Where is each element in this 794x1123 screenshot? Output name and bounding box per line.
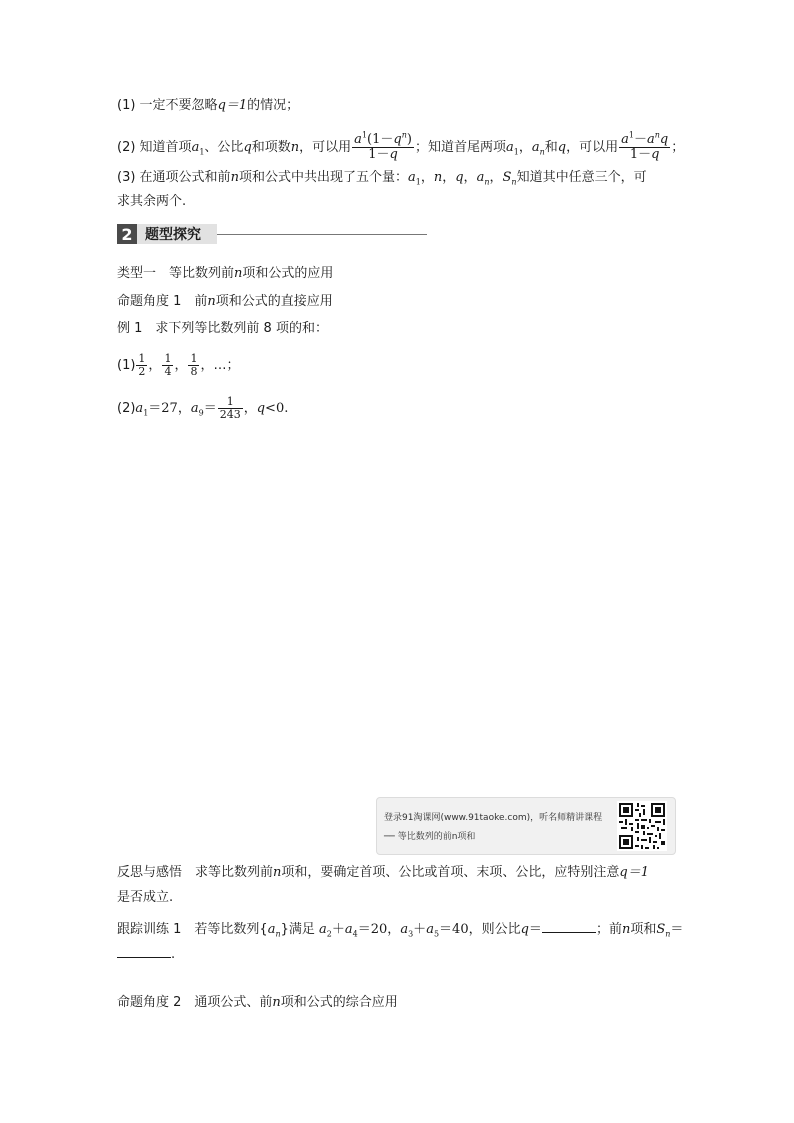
sum-formula-fraction-1: $\frac{a^1(1-q^n)}{1-q}$ [354, 130, 412, 162]
type-1-title: 类型一 等比数列前n项和公式的应用 [117, 266, 334, 281]
angle-2-title: 命题角度 2 通项公式、前n项和公式的综合应用 [117, 995, 398, 1010]
reflection-line-2: 是否成立. [117, 890, 174, 905]
section-divider [217, 234, 427, 235]
condition-q-equals-1: q＝1 [217, 98, 248, 113]
example-1-part-1: (1) $\frac{1}{2}$ ， $\frac{1}{4}$ ， $\frac{1}{8}$ ，…； [117, 352, 240, 378]
reflection-line-1: 反思与感悟 求等比数列前n项和，要确定首项、公比或首项、末项、公比，应特别注意q＝1 [117, 865, 649, 880]
promo-text[interactable]: 登录91淘课网(www.91taoke.com)，听名师精讲课程 [384, 813, 603, 823]
practice-1-line-1: 跟踪训练 1 若等比数列$\{a_n\}$满足 $a_2+a_4=20$，$a_3+a_5=40$，则公比q＝ ；前n项和$S_n=$ [117, 918, 683, 940]
fraction-one-quarter: $\frac{1}{4}$ [164, 352, 172, 378]
angle-1-title: 命题角度 1 前n项和公式的直接应用 [117, 294, 333, 309]
fraction-one-over-243: $\frac{1}{243}$ [219, 395, 241, 421]
section-title: 题型探究 [137, 224, 217, 244]
sum-formula-fraction-2: $\frac{a^1-a^nq}{1-q}$ [621, 130, 669, 162]
promo-subtitle: ── 等比数列的前n项和 [384, 832, 476, 842]
example-1-title: 例 1 求下列等比数列前 8 项的和： [117, 321, 328, 336]
note-item-3-line-1: (3) 在通项公式和前n项和公式中共出现了五个量：$a_1$，n，q，$a_n$，$S_n$知道其中任意三个，可 [117, 170, 647, 187]
fraction-one-eighth: $\frac{1}{8}$ [190, 352, 198, 378]
practice-1-line-2: . [117, 945, 175, 965]
section-heading [117, 223, 427, 245]
video-lesson-promo[interactable] [376, 797, 676, 855]
note-item-2: (2) 知道首项$a_1$、公比q和项数n，可以用 $\frac{a^1(1-q^n)}{1-q}$ ；知道首尾两项$a_1$，$a_n$和q，可以用 $\frac{a^1-a^nq}{1-q}$ ； [117, 130, 685, 162]
answer-blank-ratio[interactable] [542, 918, 596, 933]
note-item-1: (1) 一定不要忽略q＝1的情况； [117, 98, 300, 113]
example-1-part-2: $(2)a_1=27$，$a_9=$ $\frac{1}{243}$ ，q<0. [117, 395, 289, 421]
answer-blank-sum[interactable] [117, 945, 171, 958]
section-number: 2 [117, 224, 137, 244]
qr-code-icon[interactable] [617, 801, 667, 851]
note-item-3-line-2: 求其余两个. [117, 194, 187, 209]
fraction-one-half: $\frac{1}{2}$ [138, 352, 146, 378]
